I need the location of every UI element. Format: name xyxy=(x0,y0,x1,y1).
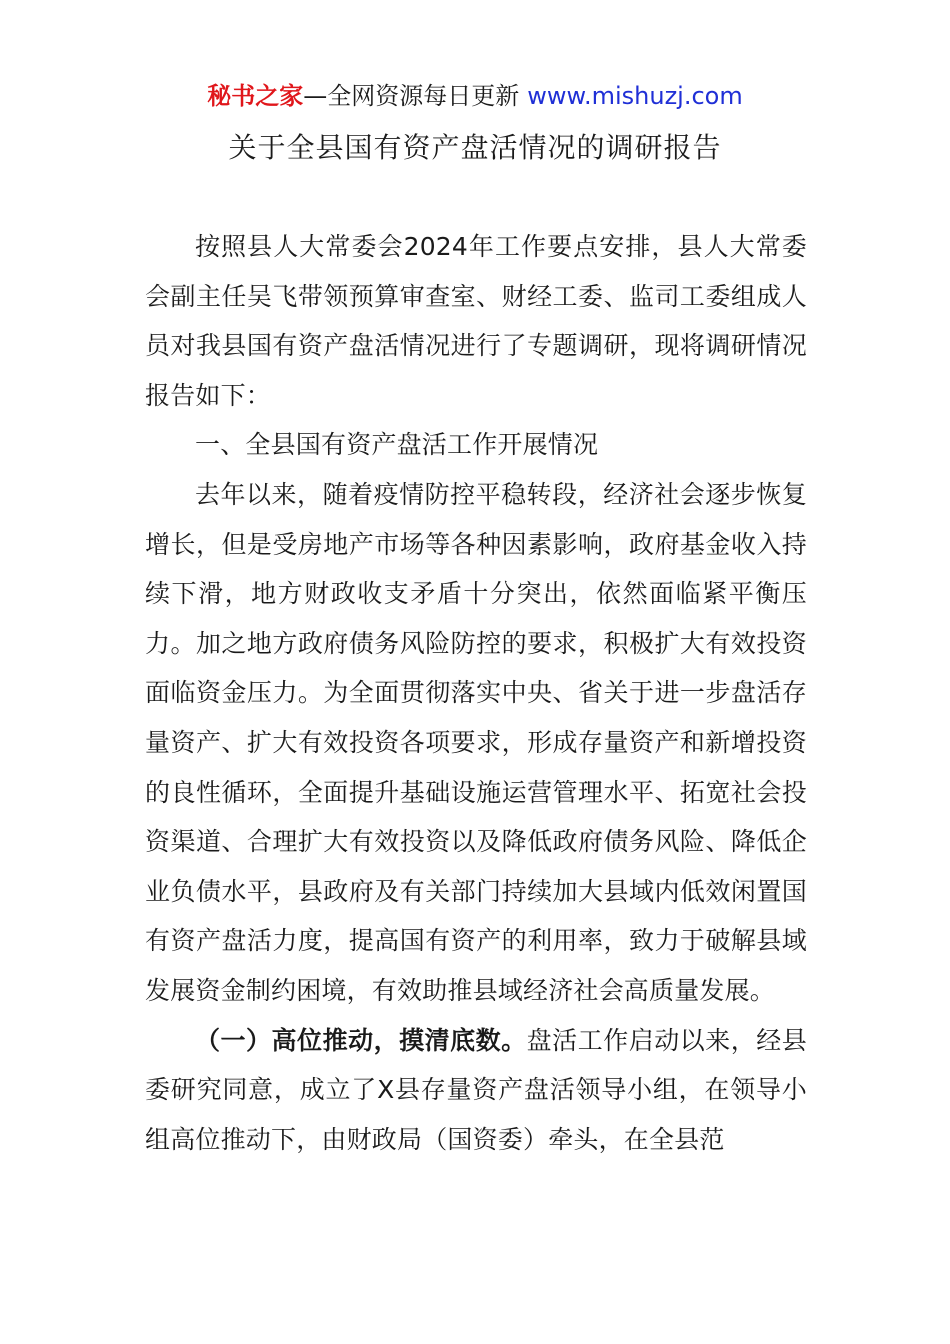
document-title: 关于全县国有资产盘活情况的调研报告 xyxy=(228,131,722,164)
subsection-text: 盘活工作启动以来，经县委研究同意，成立了X县存量资产盘活领导小组，在领导小组高位推动下，由财政局（国资委）牵头，在全县范 xyxy=(145,1025,807,1154)
section-heading: 一、全县国有资产盘活工作开展情况 xyxy=(195,430,599,460)
brand-name: 秘书之家 xyxy=(207,82,304,110)
site-url: www.mishuzj.com xyxy=(527,82,743,110)
subsection-lead: （一）高位推动，摸清底数。 xyxy=(195,1025,527,1055)
site-header xyxy=(0,78,950,114)
subsection-paragraph xyxy=(145,1016,807,1165)
intro-paragraph: 按照县人大常委会2024年工作要点安排，县人大常委会副主任吴飞带领预算审查室、财经工委、监司工委组成人员对我县国有资产盘活情况进行了专题调研，现将调研情况报告如下： xyxy=(145,232,807,410)
background-paragraph: 去年以来，随着疫情防控平稳转段，经济社会逐步恢复增长，但是受房地产市场等各种因素影响，政府基金收入持续下滑，地方财政收支矛盾十分突出，依然面临紧平衡压力。加之地方政府债务风险防控的要求，积极扩大有效投资面临资金压力。为全面贯彻落实中央、省关于进一步盘活存量资产、扩大有效投资各项要求，形成存量资产和新增投资的良性循环，全面提升基础设施运营管理水平、拓宽社会投资渠道、合理扩大有效投资以及降低政府债务风险、降低企业负债水平，县政府及有关部门持续加大县域内低效闲置国有资产盘活力度，提高国有资产的利用率，致力于破解县域发展资金制约困境，有效助推县域经济社会高质量发展。 xyxy=(145,479,807,1005)
header-tagline: —全网资源每日更新 xyxy=(303,82,520,110)
document-body xyxy=(145,222,807,1164)
